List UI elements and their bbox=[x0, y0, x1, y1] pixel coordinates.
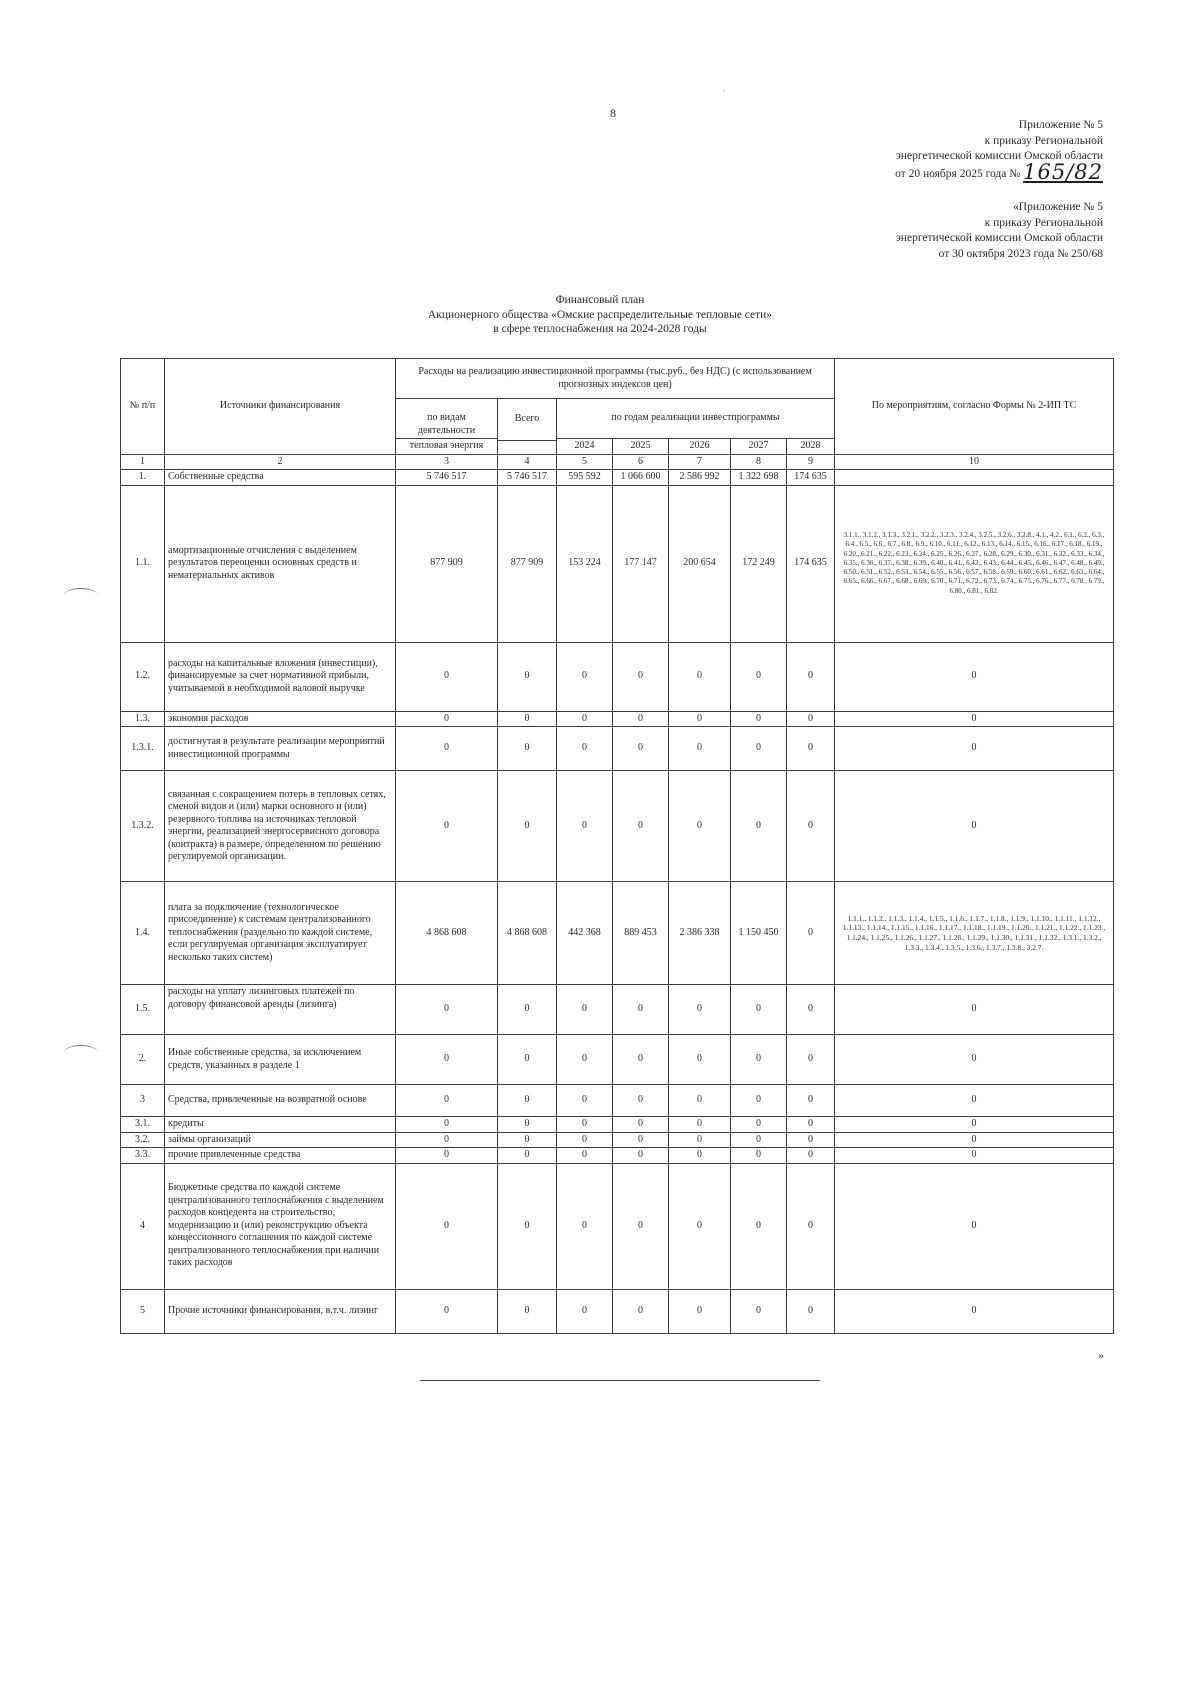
row-2028: 0 bbox=[787, 1085, 835, 1117]
row-events: 0 bbox=[835, 727, 1114, 771]
row-name: расходы на капитальные вложения (инвестиции), финансируемые за счет нормативной прибыли, учитываемой в необходимой валовой выручке bbox=[165, 642, 396, 711]
row-events: 0 bbox=[835, 1085, 1114, 1117]
row-num: 5 bbox=[121, 1289, 165, 1333]
row-activity: 0 bbox=[396, 711, 498, 727]
row-2028: 0 bbox=[787, 985, 835, 1035]
row-2027: 172 249 bbox=[731, 485, 787, 642]
row-total: 0 bbox=[498, 1289, 557, 1333]
row-num: 1. bbox=[121, 470, 165, 486]
header-year: 2027 bbox=[731, 439, 787, 455]
table-row bbox=[121, 485, 1114, 642]
header-by-activity: по видам деятельности bbox=[396, 399, 498, 439]
annex-line: к приказу Региональной bbox=[984, 134, 1103, 147]
row-name: связанная с сокращением потерь в тепловых сетях, сменой видов и (или) марки основного и (или) резервного топлива на источниках тепловой энергии, реализацией энергосервисного договора (контракта) в размере, определенном по решению регулируемой организации. bbox=[165, 771, 396, 882]
header-year: 2024 bbox=[557, 439, 613, 455]
title-line: Акционерного общества «Омские распределительные тепловые сети» bbox=[427, 308, 773, 321]
row-events: 0 bbox=[835, 985, 1114, 1035]
row-2026: 0 bbox=[669, 1035, 731, 1085]
row-name: Иные собственные средства, за исключением средств, указанных в разделе 1 bbox=[165, 1035, 396, 1085]
row-total: 0 bbox=[498, 1117, 557, 1133]
row-2024: 0 bbox=[557, 1148, 613, 1164]
row-2025: 0 bbox=[613, 1289, 669, 1333]
row-activity: 0 bbox=[396, 727, 498, 771]
col-number: 5 bbox=[557, 454, 613, 470]
row-events: 0 bbox=[835, 1035, 1114, 1085]
hole-punch-mark bbox=[64, 1045, 98, 1060]
row-2025: 0 bbox=[613, 711, 669, 727]
row-activity: 0 bbox=[396, 985, 498, 1035]
row-2028: 174 635 bbox=[787, 470, 835, 486]
row-events: 0 bbox=[835, 1289, 1114, 1333]
row-2025: 177 147 bbox=[613, 485, 669, 642]
row-num: 3.3. bbox=[121, 1148, 165, 1164]
row-activity: 0 bbox=[396, 1132, 498, 1148]
table-row bbox=[121, 1117, 1114, 1133]
annex-header-current bbox=[895, 118, 1103, 182]
row-2025: 0 bbox=[613, 642, 669, 711]
header-total: Всего bbox=[498, 399, 557, 441]
scan-dot: · bbox=[722, 86, 725, 96]
row-activity: 5 746 517 bbox=[396, 470, 498, 486]
row-activity: 4 868 608 bbox=[396, 882, 498, 985]
row-2025: 0 bbox=[613, 1148, 669, 1164]
row-name: займы организаций bbox=[165, 1132, 396, 1148]
column-number-row bbox=[121, 454, 1114, 470]
row-num: 1.3.2. bbox=[121, 771, 165, 882]
header-events: По мероприятиям, согласно Формы № 2-ИП ТС bbox=[835, 359, 1114, 455]
col-number: 3 bbox=[396, 454, 498, 470]
row-2027: 0 bbox=[731, 1117, 787, 1133]
row-events: 0 bbox=[835, 711, 1114, 727]
row-2024: 0 bbox=[557, 642, 613, 711]
annex-line: к приказу Региональной bbox=[984, 216, 1103, 229]
row-2025: 889 453 bbox=[613, 882, 669, 985]
row-2027: 0 bbox=[731, 1035, 787, 1085]
row-activity: 0 bbox=[396, 642, 498, 711]
order-date: от 20 ноября 2025 года № bbox=[895, 167, 1021, 180]
header-num: № п/п bbox=[121, 359, 165, 455]
hole-punch-mark bbox=[64, 588, 98, 603]
annex-line: Приложение № 5 bbox=[1018, 119, 1103, 131]
row-2028: 0 bbox=[787, 1117, 835, 1133]
row-2028: 0 bbox=[787, 727, 835, 771]
row-2027: 0 bbox=[731, 1289, 787, 1333]
handwritten-order-number: 165/82 bbox=[1023, 159, 1103, 184]
row-total: 4 868 608 bbox=[498, 882, 557, 985]
table-row bbox=[121, 1163, 1114, 1289]
row-name: экономия расходов bbox=[165, 711, 396, 727]
row-2026: 0 bbox=[669, 771, 731, 882]
title-line: Финансовый план bbox=[555, 294, 645, 306]
col-number: 4 bbox=[498, 454, 557, 470]
row-2027: 0 bbox=[731, 1163, 787, 1289]
row-num: 2. bbox=[121, 1035, 165, 1085]
row-2027: 0 bbox=[731, 727, 787, 771]
row-total: 0 bbox=[498, 642, 557, 711]
table-row bbox=[121, 1132, 1114, 1148]
row-2024: 0 bbox=[557, 771, 613, 882]
table-row bbox=[121, 711, 1114, 727]
row-2024: 0 bbox=[557, 985, 613, 1035]
row-2024: 595 592 bbox=[557, 470, 613, 486]
row-activity: 0 bbox=[396, 1035, 498, 1085]
row-2024: 0 bbox=[557, 1117, 613, 1133]
footer-rule bbox=[420, 1380, 820, 1381]
row-2026: 2 586 992 bbox=[669, 470, 731, 486]
financial-plan-table bbox=[120, 358, 1114, 1334]
row-name: расходы на уплату лизинговых платежей по договору финансовой аренды (лизинга) bbox=[165, 985, 396, 1035]
table-row bbox=[121, 882, 1114, 985]
row-2027: 0 bbox=[731, 1085, 787, 1117]
annex-header-previous bbox=[896, 200, 1103, 262]
row-2028: 0 bbox=[787, 771, 835, 882]
row-2026: 0 bbox=[669, 1117, 731, 1133]
row-activity: 0 bbox=[396, 1148, 498, 1164]
row-activity: 0 bbox=[396, 1085, 498, 1117]
row-2024: 0 bbox=[557, 727, 613, 771]
row-total: 0 bbox=[498, 711, 557, 727]
table-row bbox=[121, 1289, 1114, 1333]
col-number: 2 bbox=[165, 454, 396, 470]
row-2028: 0 bbox=[787, 882, 835, 985]
row-2024: 0 bbox=[557, 711, 613, 727]
row-total: 0 bbox=[498, 1132, 557, 1148]
document-title bbox=[0, 293, 1200, 337]
annex-line: «Приложение № 5 bbox=[1013, 201, 1103, 213]
row-num: 3.1. bbox=[121, 1117, 165, 1133]
row-events bbox=[835, 470, 1114, 486]
row-num: 3.2. bbox=[121, 1132, 165, 1148]
row-2028: 0 bbox=[787, 711, 835, 727]
row-2025: 0 bbox=[613, 1117, 669, 1133]
col-number: 9 bbox=[787, 454, 835, 470]
row-num: 4 bbox=[121, 1163, 165, 1289]
row-2027: 1 322 698 bbox=[731, 470, 787, 486]
row-activity: 877 909 bbox=[396, 485, 498, 642]
header-expenses: Расходы на реализацию инвестиционной программы (тыс.руб., без НДС) (с использованием прогнозных индексов цен) bbox=[396, 359, 835, 399]
annex-line bbox=[895, 159, 1103, 184]
row-2025: 0 bbox=[613, 771, 669, 882]
row-name: достигнутая в результате реализации мероприятий инвестиционной программы bbox=[165, 727, 396, 771]
row-num: 1.4. bbox=[121, 882, 165, 985]
row-events: 0 bbox=[835, 642, 1114, 711]
col-number: 1 bbox=[121, 454, 165, 470]
row-num: 1.3. bbox=[121, 711, 165, 727]
row-2028: 0 bbox=[787, 1035, 835, 1085]
row-total: 0 bbox=[498, 1148, 557, 1164]
title-line: в сфере теплоснабжения на 2024-2028 годы bbox=[493, 323, 707, 335]
row-2024: 0 bbox=[557, 1163, 613, 1289]
row-2028: 0 bbox=[787, 642, 835, 711]
col-number: 6 bbox=[613, 454, 669, 470]
page-number: 8 bbox=[610, 106, 616, 120]
row-events: 0 bbox=[835, 1148, 1114, 1164]
row-name: Прочие источники финансирования, в.т.ч. лизинг bbox=[165, 1289, 396, 1333]
col-number: 7 bbox=[669, 454, 731, 470]
row-2027: 0 bbox=[731, 642, 787, 711]
row-total: 0 bbox=[498, 727, 557, 771]
row-name: Средства, привлеченные на возвратной основе bbox=[165, 1085, 396, 1117]
header-year: 2025 bbox=[613, 439, 669, 455]
row-2027: 0 bbox=[731, 1132, 787, 1148]
row-2028: 0 bbox=[787, 1163, 835, 1289]
row-2027: 0 bbox=[731, 771, 787, 882]
row-2025: 0 bbox=[613, 1035, 669, 1085]
row-2025: 0 bbox=[613, 1163, 669, 1289]
table-row bbox=[121, 1085, 1114, 1117]
col-number: 8 bbox=[731, 454, 787, 470]
row-events: 1.1.1., 1.1.2., 1.1.3., 1.1.4., 1.1.5., 1.1.6., 1.1.7., 1.1.8., 1.1.9., 1.1.10., 1.1.11., 1.1.12., 1.1.13., 1.1.14., 1.1.15., 1.1.16., 1.1.17., 1.1.18., 1.1.19., 1.1.20., 1.1.21., 1.1.22., 1.1.23., 1.1.24., 1.1.25., 1.1.26., 1.1.27., 1.1.28., 1.1.29., 1.1.30., 1.1.31., 1.1.32., 1.3.1., 1.3.2., 1.3.3., 1.3.4., 1.3.5., 1.3.6., 1.3.7., 1.3.8., 3.2.7. bbox=[835, 882, 1114, 985]
row-2026: 0 bbox=[669, 1132, 731, 1148]
row-total: 0 bbox=[498, 1085, 557, 1117]
row-2024: 0 bbox=[557, 1035, 613, 1085]
row-2024: 0 bbox=[557, 1289, 613, 1333]
row-name: Собственные средства bbox=[165, 470, 396, 486]
row-events: 0 bbox=[835, 1117, 1114, 1133]
header-year: 2028 bbox=[787, 439, 835, 455]
row-2027: 1 150 450 bbox=[731, 882, 787, 985]
row-2028: 0 bbox=[787, 1148, 835, 1164]
row-num: 1.5. bbox=[121, 985, 165, 1035]
row-activity: 0 bbox=[396, 771, 498, 882]
row-2026: 0 bbox=[669, 727, 731, 771]
annex-line: энергетической комиссии Омской области bbox=[895, 150, 1103, 162]
row-num: 3 bbox=[121, 1085, 165, 1117]
table-row bbox=[121, 642, 1114, 711]
row-2025: 0 bbox=[613, 1132, 669, 1148]
row-2027: 0 bbox=[731, 985, 787, 1035]
table-row bbox=[121, 985, 1114, 1035]
annex-line: от 30 октября 2023 года № 250/68 bbox=[938, 247, 1103, 260]
row-2024: 0 bbox=[557, 1132, 613, 1148]
row-2025: 1 066 600 bbox=[613, 470, 669, 486]
row-name: плата за подключение (технологическое присоединение) к системам централизованного теплоснабжения (раздельно по каждой системе, если регулируемая организация эксплуатирует несколько таких систем) bbox=[165, 882, 396, 985]
row-2026: 0 bbox=[669, 711, 731, 727]
row-events: 0 bbox=[835, 771, 1114, 882]
header-by-years: по годам реализации инвестпрограммы bbox=[557, 399, 835, 439]
row-2024: 0 bbox=[557, 1085, 613, 1117]
row-2028: 174 635 bbox=[787, 485, 835, 642]
row-events: 0 bbox=[835, 1163, 1114, 1289]
row-2026: 0 bbox=[669, 1289, 731, 1333]
row-events: 3.1.1., 3.1.2., 3.1.3., 3.2.1., 3.2.2., 3.2.3., 3.2.4., 3.2.5., 3.2.6., 3.2.8., 4.1., 4.2., 6.1., 6.2., 6.3., 6.4., 6.5., 6.6., 6.7., 6.8., 6.9., 6.10., 6.11., 6.12., 6.13., 6.14., 6.15., 6.16., 6.17., 6.18., 6.19., 6.20., 6.21., 6.22., 6.23., 6.24., 6.25., 6.26., 6.27., 6.28., 6.29., 6.30., 6.31., 6.32., 6.33., 6.34., 6.35., 6.36., 6.37., 6.38., 6.39., 6.40., 6.41., 6.42., 6.43., 6.44., 6.45., 6.46., 6.47., 6.48., 6.49., 6.50., 6.51., 6.52., 6.53., 6.54., 6.55., 6.56., 6.57., 6.58., 6.59., 6.60., 6.61., 6.62., 6.63., 6.64., 6.65., 6.66., 6.67., 6.68., 6.69., 6.70., 6.71., 6.72., 6.73., 6.74., 6.75., 6.76., 6.77., 6.78., 6.79., 6.80., 6.81., 6.82. bbox=[835, 485, 1114, 642]
row-num: 1.1. bbox=[121, 485, 165, 642]
table-row bbox=[121, 771, 1114, 882]
row-total: 0 bbox=[498, 771, 557, 882]
row-name: Бюджетные средства по каждой системе централизованного теплоснабжения с выделением расходов концедента на строительство, модернизацию и (или) реконструкцию объекта концессионного соглашения по каждой системе централизованного теплоснабжения при наличии таких расходов bbox=[165, 1163, 396, 1289]
row-total: 0 bbox=[498, 985, 557, 1035]
annex-line: энергетической комиссии Омской области bbox=[895, 232, 1103, 244]
row-2025: 0 bbox=[613, 1085, 669, 1117]
row-2025: 0 bbox=[613, 985, 669, 1035]
row-activity: 0 bbox=[396, 1289, 498, 1333]
row-events: 0 bbox=[835, 1132, 1114, 1148]
table-row bbox=[121, 1148, 1114, 1164]
row-num: 1.2. bbox=[121, 642, 165, 711]
row-name: прочие привлеченные средства bbox=[165, 1148, 396, 1164]
header-year: 2026 bbox=[669, 439, 731, 455]
row-2026: 0 bbox=[669, 985, 731, 1035]
row-2026: 0 bbox=[669, 1148, 731, 1164]
header-activity-type: тепловая энергия bbox=[396, 439, 498, 455]
row-2024: 153 224 bbox=[557, 485, 613, 642]
table-row bbox=[121, 1035, 1114, 1085]
table-row bbox=[121, 727, 1114, 771]
row-2027: 0 bbox=[731, 1148, 787, 1164]
row-2026: 0 bbox=[669, 1163, 731, 1289]
row-2026: 2 386 338 bbox=[669, 882, 731, 985]
row-name: кредиты bbox=[165, 1117, 396, 1133]
row-num: 1.3.1. bbox=[121, 727, 165, 771]
row-total: 5 746 517 bbox=[498, 470, 557, 486]
row-name: амортизационные отчисления с выделением результатов переоценки основных средств и нематериальных активов bbox=[165, 485, 396, 642]
header-sources: Источники финансирования bbox=[165, 359, 396, 455]
row-2024: 442 368 bbox=[557, 882, 613, 985]
row-2026: 0 bbox=[669, 642, 731, 711]
row-2026: 0 bbox=[669, 1085, 731, 1117]
row-total: 0 bbox=[498, 1035, 557, 1085]
row-activity: 0 bbox=[396, 1117, 498, 1133]
row-2025: 0 bbox=[613, 727, 669, 771]
header-spacer bbox=[498, 441, 557, 454]
row-2026: 200 654 bbox=[669, 485, 731, 642]
row-2027: 0 bbox=[731, 711, 787, 727]
row-total: 877 909 bbox=[498, 485, 557, 642]
row-2028: 0 bbox=[787, 1289, 835, 1333]
col-number: 10 bbox=[835, 454, 1114, 470]
row-2028: 0 bbox=[787, 1132, 835, 1148]
table-row bbox=[121, 470, 1114, 486]
row-total: 0 bbox=[498, 1163, 557, 1289]
row-activity: 0 bbox=[396, 1163, 498, 1289]
closing-quote: » bbox=[1098, 1348, 1104, 1362]
